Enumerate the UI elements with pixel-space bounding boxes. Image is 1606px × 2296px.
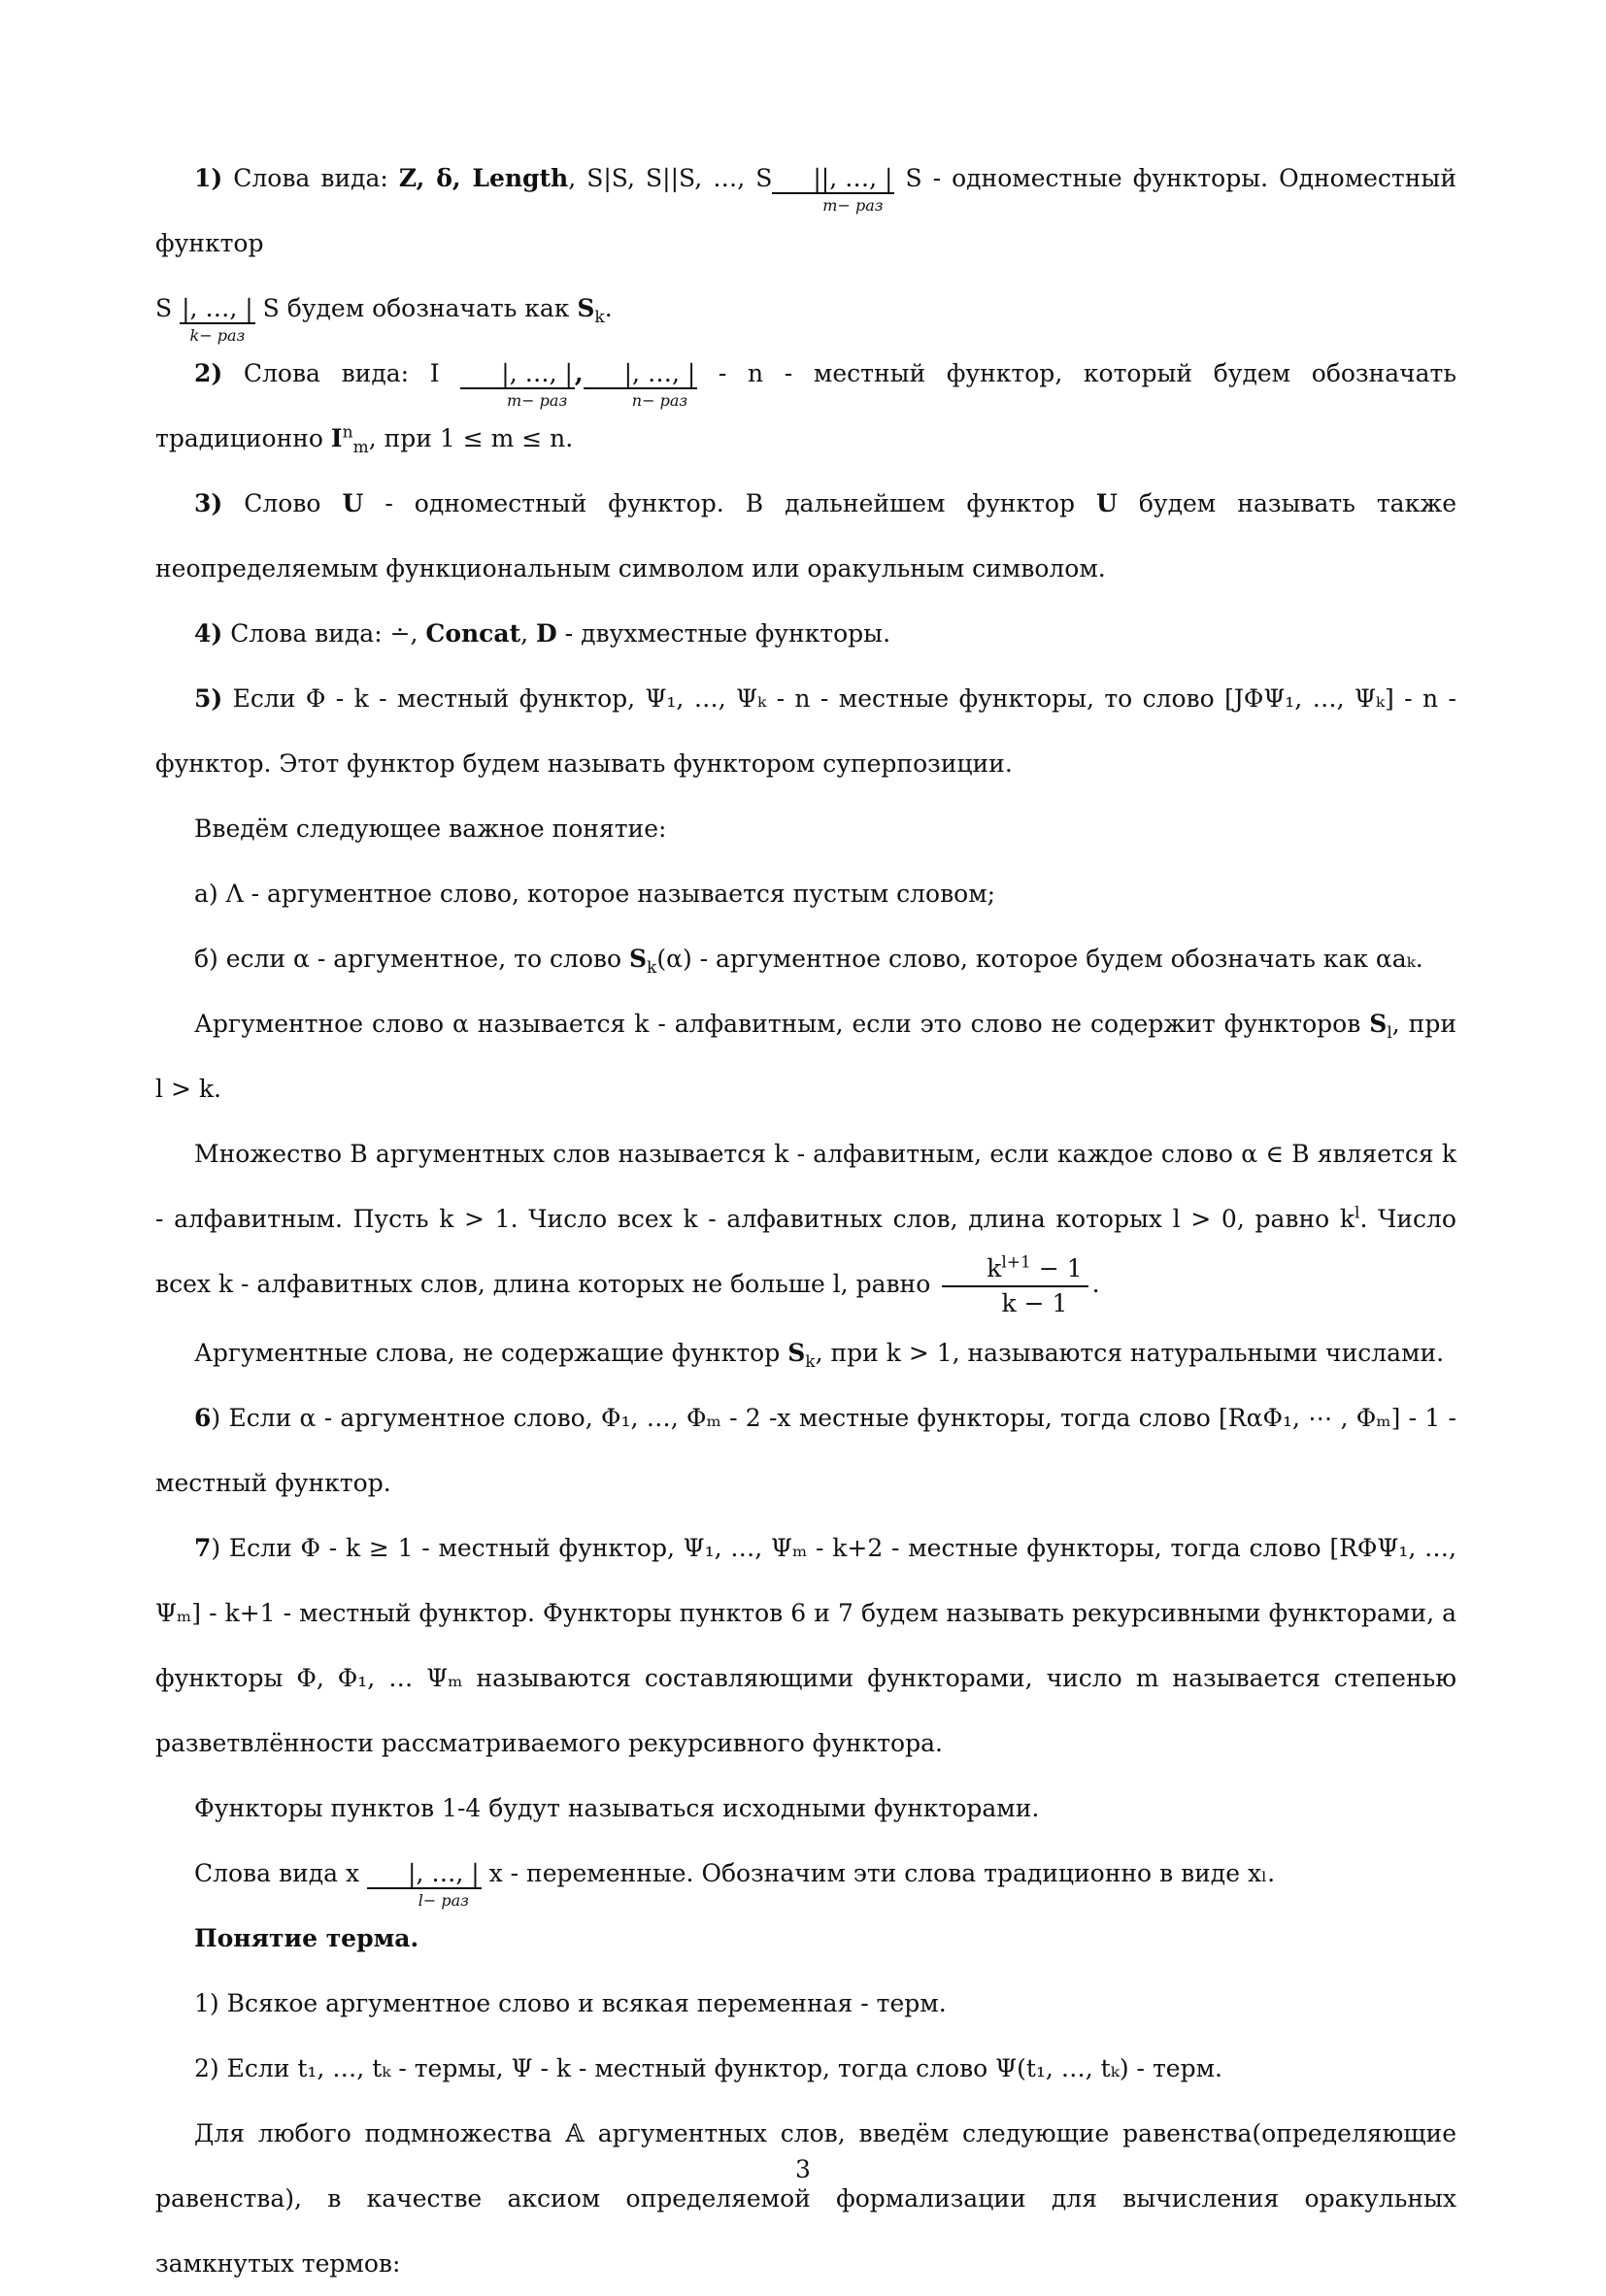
item-3-number: 3) [194,489,223,517]
underbrace: |, …, | l− раз [367,1860,482,1889]
intro-paragraph: Введём следующее важное понятие: [194,815,667,843]
page-body [155,146,1456,2296]
item-1-number: 1) [194,164,223,192]
item-1-bold-functors: Z, δ, Length [398,164,569,192]
item-3: 3) Слово U - одноместный функтор. В дальнейшем функтор U будем называть также неопределяемым функциональным символом или оракульным символом. [155,489,1456,582]
underbrace-label: n− раз [631,391,688,410]
item-1-continued: S |, …, | k− раз S будем обозначать как $S_k$. [155,294,613,345]
k-alphabetic-word-paragraph: Аргументное слово α называется k - алфавитным, если это слово не содержит функторов $S_l$, при l > k. [155,1010,1456,1103]
item-5-number: 5) [194,684,223,713]
term-rule-2: 2) Если t₁, …, tₖ - термы, Ψ - k - местный функтор, тогда слово Ψ(t₁, …, tₖ) - терм. [194,2053,1222,2082]
item-7: 7) Если Φ - k ≥ 1 - местный функтор, Ψ₁, …, Ψₘ - k+2 - местные функторы, тогда слово [RΦΨ₁, …, Ψₘ] - k+1 - местный функтор. Функторы пунктов 6 и 7 будем называть рекурсивными функторами, а функторы Φ, Φ₁, … Ψₘ называются составляющими функторами, число m называется степенью разветвлённости рассматриваемого рекурсивного функтора. [155,1533,1456,1757]
underbrace-label: k− раз [189,326,246,345]
k-alphabetic-set-paragraph: Множество B аргументных слов называется k - алфавитным, если каждое слово α ∈ B является k - алфавитным. Пусть k > 1. Число всех k - алфавитных слов, длина которых l > 0, равно $k^l$. Число всех k - алфавитных слов, длина которых не больше l, равно $\frac{k^{l+1} - 1}{k - 1}$ . [155,1121,1456,1320]
fraction-denominator: k − 1 [1001,1288,1068,1317]
initial-functors-paragraph: Функторы пунктов 1-4 будут называться исходными функторами. [194,1793,1040,1822]
underbrace: |, …, | m− раз [460,360,575,389]
variables-paragraph: Слова вида x |, …, | l− раз x - переменные. Обозначим эти слова традиционно в виде xₗ. [194,1858,1276,1910]
term-heading: Понятие терма. [194,1923,419,1952]
underbrace-label: m− раз [822,196,884,215]
natural-numbers-paragraph: Аргументные слова, не содержащие функтор $S_k$, при k > 1, называются натуральными числами. [194,1338,1445,1372]
item-6-number: 6 [194,1403,212,1432]
item-1: 1) Слова вида: Z, δ, Length, S|S, S||S, …, S ||, …, | m− раз S - одноместные функторы. Одноместный функтор [155,164,1456,257]
underbrace-label: l− раз [418,1890,469,1910]
item-4-number: 4) [194,619,223,648]
fraction [942,1252,1087,1320]
fraction-numerator: $k^{l+1} - 1$ [942,1252,1087,1287]
underbrace: |, …, | n− раз [584,360,698,389]
item-2: 2) Слова вида: I |, …, | m− раз , |, …, | n− раз - n - местный функтор, который будем обозначать традиционно $I^n_m$, при 1 ≤ m ≤ n. [155,359,1456,457]
definition-b: б) если α - аргументное, то слово $S_k(\alpha)$ - аргументное слово, которое будем обозначать как αaₖ. [194,945,1423,978]
underbrace: ||, …, | m− раз [772,165,894,194]
item-5: 5) Если Φ - k - местный функтор, Ψ₁, …, Ψₖ - n - местные функторы, то слово [JΦΨ₁, …, Ψₖ] - n - функтор. Этот функтор будем называть функтором суперпозиции. [155,684,1456,778]
item-6: 6) Если α - аргументное слово, Φ₁, …, Φₘ - 2 -х местные функторы, тогда слово [RαΦ₁, ⋯ , Φₘ] - 1 - местный функтор. [155,1403,1456,1497]
term-rule-1: 1) Всякое аргументное слово и всякая переменная - терм. [194,1988,947,2017]
page-number: 3 [795,2155,811,2183]
item-2-number: 2) [194,359,223,387]
final-paragraph: Для любого подмножества 𝔸 аргументных слов, введём следующие равенства(определяющие равенства), в качестве аксиом определяемой формализации для вычисления оракульных замкнутых термов: [155,2118,1456,2278]
definition-a: а) Λ - аргументное слово, которое называется пустым словом; [194,880,996,908]
underbrace-label: m− раз [506,391,568,410]
item-7-number: 7 [194,1533,212,1562]
item-4: 4) Слова вида: ∸, Concat, D - двухместные функторы. [194,619,891,648]
underbrace: |, …, | k− раз [182,294,253,345]
